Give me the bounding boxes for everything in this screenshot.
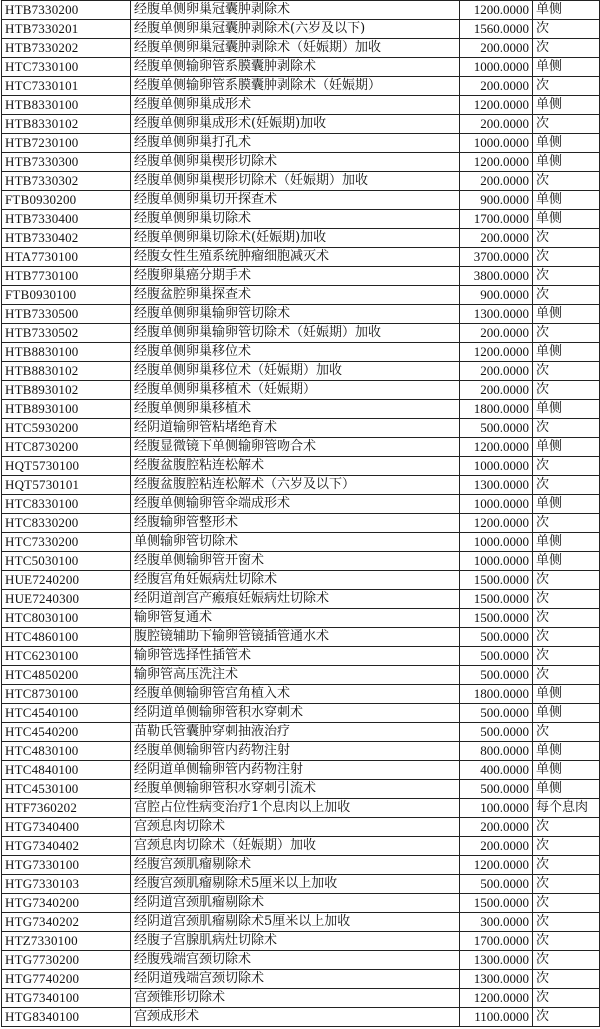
- item-name-cell: 经腹单侧卵巢冠囊肿剥除术: [131, 1, 460, 20]
- item-unit-cell: 次: [533, 514, 600, 533]
- item-price-cell: 500.0000: [460, 780, 533, 799]
- table-row: [2, 761, 600, 780]
- item-name-cell: 经腹单侧卵巢成形术: [131, 96, 460, 115]
- item-unit-cell: 单侧: [533, 780, 600, 799]
- item-price-cell: 1000.0000: [460, 495, 533, 514]
- table-row: [2, 229, 600, 248]
- item-code-cell: HTB8330100: [2, 96, 131, 115]
- table-row: [2, 742, 600, 761]
- item-code-cell: HTC8330100: [2, 495, 131, 514]
- item-unit-cell: 每个息肉: [533, 799, 600, 818]
- item-code-cell: HTC4540100: [2, 704, 131, 723]
- table-row: [2, 666, 600, 685]
- item-price-cell: 1200.0000: [460, 989, 533, 1008]
- item-price-cell: 500.0000: [460, 666, 533, 685]
- item-price-cell: 200.0000: [460, 115, 533, 134]
- item-name-cell: 经腹宫颈肌瘤剔除术5厘米以上加收: [131, 875, 460, 894]
- item-code-cell: HTB8830100: [2, 343, 131, 362]
- item-code-cell: HTC8330200: [2, 514, 131, 533]
- item-price-cell: 400.0000: [460, 761, 533, 780]
- item-unit-cell: 次: [533, 837, 600, 856]
- table-row: [2, 837, 600, 856]
- table-row: [2, 628, 600, 647]
- item-unit-cell: 次: [533, 286, 600, 305]
- item-unit-cell: 单侧: [533, 685, 600, 704]
- item-unit-cell: 次: [533, 609, 600, 628]
- table-row: [2, 419, 600, 438]
- item-unit-cell: 次: [533, 172, 600, 191]
- item-code-cell: HTA7730100: [2, 248, 131, 267]
- item-unit-cell: 次: [533, 647, 600, 666]
- table-row: [2, 552, 600, 571]
- item-code-cell: HTG7340200: [2, 894, 131, 913]
- item-price-cell: 3700.0000: [460, 248, 533, 267]
- table-row: [2, 400, 600, 419]
- table-row: [2, 476, 600, 495]
- item-name-cell: 经腹单侧卵巢移植术（妊娠期）: [131, 381, 460, 400]
- item-price-cell: 500.0000: [460, 723, 533, 742]
- item-code-cell: HTG7330103: [2, 875, 131, 894]
- item-name-cell: 宫颈息肉切除术: [131, 818, 460, 837]
- item-price-cell: 800.0000: [460, 742, 533, 761]
- item-unit-cell: 次: [533, 77, 600, 96]
- table-row: [2, 362, 600, 381]
- table-row: [2, 77, 600, 96]
- item-code-cell: HUE7240200: [2, 571, 131, 590]
- item-name-cell: 经腹子宫腺肌病灶切除术: [131, 932, 460, 951]
- table-row: [2, 1, 600, 20]
- item-code-cell: HTB7330402: [2, 229, 131, 248]
- item-unit-cell: 次: [533, 628, 600, 647]
- item-name-cell: 宫颈成形术: [131, 1008, 460, 1027]
- item-price-cell: 1500.0000: [460, 894, 533, 913]
- table-row: [2, 723, 600, 742]
- item-price-cell: 200.0000: [460, 39, 533, 58]
- item-code-cell: HTC5930200: [2, 419, 131, 438]
- item-price-cell: 500.0000: [460, 628, 533, 647]
- item-unit-cell: 单侧: [533, 134, 600, 153]
- table-row: [2, 20, 600, 39]
- item-name-cell: 宫腔占位性病变治疗1个息肉以上加收: [131, 799, 460, 818]
- item-code-cell: HTZ7330100: [2, 932, 131, 951]
- item-name-cell: 经腹单侧卵巢楔形切除术: [131, 153, 460, 172]
- item-code-cell: HTB8930100: [2, 400, 131, 419]
- table-row: [2, 989, 600, 1008]
- table-row: [2, 1008, 600, 1027]
- item-unit-cell: 次: [533, 1008, 600, 1027]
- item-unit-cell: 次: [533, 419, 600, 438]
- item-price-cell: 1200.0000: [460, 514, 533, 533]
- item-unit-cell: 次: [533, 666, 600, 685]
- item-unit-cell: 单侧: [533, 742, 600, 761]
- item-unit-cell: 次: [533, 381, 600, 400]
- item-unit-cell: 单侧: [533, 704, 600, 723]
- item-unit-cell: 次: [533, 248, 600, 267]
- item-code-cell: HTC4830100: [2, 742, 131, 761]
- item-unit-cell: 次: [533, 989, 600, 1008]
- table-row: [2, 875, 600, 894]
- item-unit-cell: 单侧: [533, 552, 600, 571]
- item-name-cell: 经腹盆腹腔粘连松解术（六岁及以下）: [131, 476, 460, 495]
- item-unit-cell: 次: [533, 229, 600, 248]
- item-unit-cell: 单侧: [533, 191, 600, 210]
- item-code-cell: HTC4840100: [2, 761, 131, 780]
- item-code-cell: HTB8330102: [2, 115, 131, 134]
- table-row: [2, 514, 600, 533]
- item-price-cell: 500.0000: [460, 419, 533, 438]
- item-name-cell: 经腹单侧输卵管系膜囊肿剥除术（妊娠期）: [131, 77, 460, 96]
- item-price-cell: 1200.0000: [460, 343, 533, 362]
- item-code-cell: HTG7730200: [2, 951, 131, 970]
- table-row: [2, 153, 600, 172]
- item-price-cell: 1000.0000: [460, 58, 533, 77]
- item-price-cell: 1700.0000: [460, 210, 533, 229]
- item-unit-cell: 次: [533, 476, 600, 495]
- item-code-cell: HTC5030100: [2, 552, 131, 571]
- item-unit-cell: 次: [533, 39, 600, 58]
- item-price-cell: 1200.0000: [460, 96, 533, 115]
- item-price-cell: 1300.0000: [460, 970, 533, 989]
- table-row: [2, 438, 600, 457]
- item-code-cell: HTB7330200: [2, 1, 131, 20]
- item-name-cell: 经阴道宫颈肌瘤剔除术: [131, 894, 460, 913]
- item-unit-cell: 单侧: [533, 58, 600, 77]
- item-name-cell: 经腹单侧输卵管系膜囊肿剥除术: [131, 58, 460, 77]
- table-row: [2, 533, 600, 552]
- item-name-cell: 经阴道残端宫颈切除术: [131, 970, 460, 989]
- item-unit-cell: 次: [533, 324, 600, 343]
- table-row: [2, 856, 600, 875]
- item-code-cell: FTB0930100: [2, 286, 131, 305]
- item-unit-cell: 次: [533, 856, 600, 875]
- item-name-cell: 经腹单侧卵巢切除术(妊娠期)加收: [131, 229, 460, 248]
- table-row: [2, 381, 600, 400]
- item-code-cell: HTB7330500: [2, 305, 131, 324]
- item-code-cell: HUE7240300: [2, 590, 131, 609]
- table-row: [2, 39, 600, 58]
- item-code-cell: HTB7330201: [2, 20, 131, 39]
- item-code-cell: HTC6230100: [2, 647, 131, 666]
- item-price-cell: 300.0000: [460, 913, 533, 932]
- item-name-cell: 经腹单侧卵巢移位术: [131, 343, 460, 362]
- item-price-cell: 200.0000: [460, 172, 533, 191]
- item-price-cell: 500.0000: [460, 647, 533, 666]
- item-name-cell: 经腹单侧输卵管伞端成形术: [131, 495, 460, 514]
- item-name-cell: 经腹单侧卵巢冠囊肿剥除术（妊娠期）加收: [131, 39, 460, 58]
- item-unit-cell: 单侧: [533, 438, 600, 457]
- table-row: [2, 134, 600, 153]
- item-price-cell: 1300.0000: [460, 951, 533, 970]
- table-body: [2, 1, 600, 1027]
- table-row: [2, 115, 600, 134]
- item-unit-cell: 次: [533, 913, 600, 932]
- item-name-cell: 经腹单侧卵巢输卵管切除术（妊娠期）加收: [131, 324, 460, 343]
- item-price-cell: 1000.0000: [460, 552, 533, 571]
- item-name-cell: 经腹单侧输卵管开窗术: [131, 552, 460, 571]
- item-name-cell: 单侧输卵管切除术: [131, 533, 460, 552]
- item-name-cell: 宫颈息肉切除术（妊娠期）加收: [131, 837, 460, 856]
- item-unit-cell: 次: [533, 362, 600, 381]
- item-code-cell: HTC8030100: [2, 609, 131, 628]
- item-code-cell: HTG8340100: [2, 1008, 131, 1027]
- table-row: [2, 457, 600, 476]
- item-code-cell: HTC4530100: [2, 780, 131, 799]
- item-code-cell: HTG7740200: [2, 970, 131, 989]
- item-code-cell: HTB7330300: [2, 153, 131, 172]
- item-name-cell: 经腹单侧卵巢移植术: [131, 400, 460, 419]
- item-price-cell: 3800.0000: [460, 267, 533, 286]
- item-name-cell: 经腹单侧卵巢切除术: [131, 210, 460, 229]
- item-price-cell: 1000.0000: [460, 457, 533, 476]
- table-row: [2, 96, 600, 115]
- item-price-cell: 1200.0000: [460, 438, 533, 457]
- item-price-cell: 1500.0000: [460, 609, 533, 628]
- item-unit-cell: 单侧: [533, 96, 600, 115]
- item-name-cell: 经腹单侧卵巢移位术（妊娠期）加收: [131, 362, 460, 381]
- item-name-cell: 经阴道单侧输卵管内药物注射: [131, 761, 460, 780]
- table-row: [2, 172, 600, 191]
- item-unit-cell: 单侧: [533, 400, 600, 419]
- item-unit-cell: 次: [533, 115, 600, 134]
- item-price-cell: 1500.0000: [460, 590, 533, 609]
- item-price-cell: 1200.0000: [460, 856, 533, 875]
- item-price-cell: 200.0000: [460, 837, 533, 856]
- table-row: [2, 571, 600, 590]
- item-code-cell: HTB7330302: [2, 172, 131, 191]
- item-code-cell: HTG7340400: [2, 818, 131, 837]
- item-price-cell: 1700.0000: [460, 932, 533, 951]
- item-unit-cell: 单侧: [533, 343, 600, 362]
- table-row: [2, 970, 600, 989]
- item-code-cell: HTG7340402: [2, 837, 131, 856]
- item-name-cell: 经腹女性生殖系统肿瘤细胞减灭术: [131, 248, 460, 267]
- item-code-cell: HTB8930102: [2, 381, 131, 400]
- item-price-cell: 1200.0000: [460, 1, 533, 20]
- item-unit-cell: 单侧: [533, 1, 600, 20]
- item-price-cell: 500.0000: [460, 875, 533, 894]
- table-row: [2, 609, 600, 628]
- item-code-cell: HTC4860100: [2, 628, 131, 647]
- item-price-cell: 200.0000: [460, 324, 533, 343]
- table-row: [2, 58, 600, 77]
- item-code-cell: HTC4850200: [2, 666, 131, 685]
- item-unit-cell: 次: [533, 590, 600, 609]
- item-price-cell: 1000.0000: [460, 134, 533, 153]
- item-code-cell: HTB7330202: [2, 39, 131, 58]
- item-code-cell: HTC4540200: [2, 723, 131, 742]
- item-name-cell: 经阴道宫颈肌瘤剔除术5厘米以上加收: [131, 913, 460, 932]
- item-name-cell: 经腹宫颈肌瘤剔除术: [131, 856, 460, 875]
- item-price-cell: 1100.0000: [460, 1008, 533, 1027]
- item-name-cell: 经腹盆腔卵巢探查术: [131, 286, 460, 305]
- item-name-cell: 经腹盆腹腔粘连松解术: [131, 457, 460, 476]
- item-price-cell: 200.0000: [460, 381, 533, 400]
- item-code-cell: HTC8730200: [2, 438, 131, 457]
- item-name-cell: 输卵管复通术: [131, 609, 460, 628]
- item-name-cell: 经阴道输卵管粘堵绝育术: [131, 419, 460, 438]
- item-price-cell: 1300.0000: [460, 305, 533, 324]
- table-row: [2, 495, 600, 514]
- table-row: [2, 932, 600, 951]
- item-code-cell: FTB0930200: [2, 191, 131, 210]
- item-code-cell: HTC7330200: [2, 533, 131, 552]
- item-unit-cell: 次: [533, 932, 600, 951]
- item-unit-cell: 次: [533, 894, 600, 913]
- item-name-cell: 经腹输卵管整形术: [131, 514, 460, 533]
- item-unit-cell: 单侧: [533, 495, 600, 514]
- item-name-cell: 经腹单侧卵巢成形术(妊娠期)加收: [131, 115, 460, 134]
- item-code-cell: HTC7330101: [2, 77, 131, 96]
- item-code-cell: HTB8830102: [2, 362, 131, 381]
- table-row: [2, 894, 600, 913]
- item-name-cell: 经腹单侧卵巢切开探查术: [131, 191, 460, 210]
- item-code-cell: HQT5730100: [2, 457, 131, 476]
- item-price-cell: 100.0000: [460, 799, 533, 818]
- item-unit-cell: 次: [533, 457, 600, 476]
- table-row: [2, 685, 600, 704]
- item-name-cell: 经腹残端宫颈切除术: [131, 951, 460, 970]
- item-price-cell: 1560.0000: [460, 20, 533, 39]
- table-row: [2, 818, 600, 837]
- item-price-cell: 1800.0000: [460, 400, 533, 419]
- item-unit-cell: 单侧: [533, 153, 600, 172]
- item-unit-cell: 次: [533, 951, 600, 970]
- table-row: [2, 780, 600, 799]
- item-name-cell: 经腹单侧卵巢冠囊肿剥除术(六岁及以下): [131, 20, 460, 39]
- item-unit-cell: 次: [533, 20, 600, 39]
- item-price-cell: 200.0000: [460, 362, 533, 381]
- table-row: [2, 590, 600, 609]
- item-unit-cell: 单侧: [533, 761, 600, 780]
- table-row: [2, 799, 600, 818]
- table-row: [2, 248, 600, 267]
- item-unit-cell: 单侧: [533, 210, 600, 229]
- item-name-cell: 经腹单侧输卵管积水穿刺引流术: [131, 780, 460, 799]
- item-name-cell: 输卵管选择性插管术: [131, 647, 460, 666]
- table-row: [2, 343, 600, 362]
- item-unit-cell: 次: [533, 970, 600, 989]
- fee-table: [1, 0, 600, 1027]
- item-name-cell: 腹腔镜辅助下输卵管镜插管通水术: [131, 628, 460, 647]
- table-row: [2, 191, 600, 210]
- item-price-cell: 1300.0000: [460, 476, 533, 495]
- table-row: [2, 704, 600, 723]
- table-row: [2, 913, 600, 932]
- item-code-cell: HTB7330400: [2, 210, 131, 229]
- item-price-cell: 500.0000: [460, 704, 533, 723]
- table-row: [2, 951, 600, 970]
- table-row: [2, 210, 600, 229]
- item-name-cell: 经腹单侧卵巢打孔术: [131, 134, 460, 153]
- item-name-cell: 经腹单侧输卵管内药物注射: [131, 742, 460, 761]
- item-name-cell: 苗勒氏管囊肿穿刺抽液治疗: [131, 723, 460, 742]
- item-name-cell: 经阴道剖宫产瘢痕妊娠病灶切除术: [131, 590, 460, 609]
- item-price-cell: 200.0000: [460, 229, 533, 248]
- item-price-cell: 200.0000: [460, 818, 533, 837]
- table-row: [2, 324, 600, 343]
- item-name-cell: 经腹单侧卵巢输卵管切除术: [131, 305, 460, 324]
- item-name-cell: 经腹显微镜下单侧输卵管吻合术: [131, 438, 460, 457]
- item-price-cell: 1800.0000: [460, 685, 533, 704]
- item-code-cell: HTB7730100: [2, 267, 131, 286]
- item-code-cell: HTC7330100: [2, 58, 131, 77]
- item-name-cell: 输卵管高压洗注术: [131, 666, 460, 685]
- item-name-cell: 经阴道单侧输卵管积水穿刺术: [131, 704, 460, 723]
- item-unit-cell: 单侧: [533, 533, 600, 552]
- item-price-cell: 900.0000: [460, 286, 533, 305]
- item-price-cell: 200.0000: [460, 77, 533, 96]
- table-row: [2, 647, 600, 666]
- item-price-cell: 1200.0000: [460, 153, 533, 172]
- item-name-cell: 经腹单侧输卵管宫角植入术: [131, 685, 460, 704]
- item-name-cell: 宫颈锥形切除术: [131, 989, 460, 1008]
- item-price-cell: 900.0000: [460, 191, 533, 210]
- item-code-cell: HTG7340202: [2, 913, 131, 932]
- table-row: [2, 286, 600, 305]
- item-unit-cell: 次: [533, 267, 600, 286]
- item-code-cell: HTG7330100: [2, 856, 131, 875]
- item-price-cell: 1500.0000: [460, 571, 533, 590]
- item-code-cell: HQT5730101: [2, 476, 131, 495]
- item-unit-cell: 次: [533, 723, 600, 742]
- item-name-cell: 经腹单侧卵巢楔形切除术（妊娠期）加收: [131, 172, 460, 191]
- item-unit-cell: 单侧: [533, 305, 600, 324]
- item-unit-cell: 次: [533, 571, 600, 590]
- item-code-cell: HTG7340100: [2, 989, 131, 1008]
- table-row: [2, 305, 600, 324]
- item-unit-cell: 次: [533, 875, 600, 894]
- item-code-cell: HTB7330502: [2, 324, 131, 343]
- item-code-cell: HTC8730100: [2, 685, 131, 704]
- item-name-cell: 经腹宫角妊娠病灶切除术: [131, 571, 460, 590]
- item-name-cell: 经腹卵巢癌分期手术: [131, 267, 460, 286]
- item-code-cell: HTB7230100: [2, 134, 131, 153]
- item-code-cell: HTF7360202: [2, 799, 131, 818]
- table-row: [2, 267, 600, 286]
- item-unit-cell: 次: [533, 818, 600, 837]
- item-price-cell: 1000.0000: [460, 533, 533, 552]
